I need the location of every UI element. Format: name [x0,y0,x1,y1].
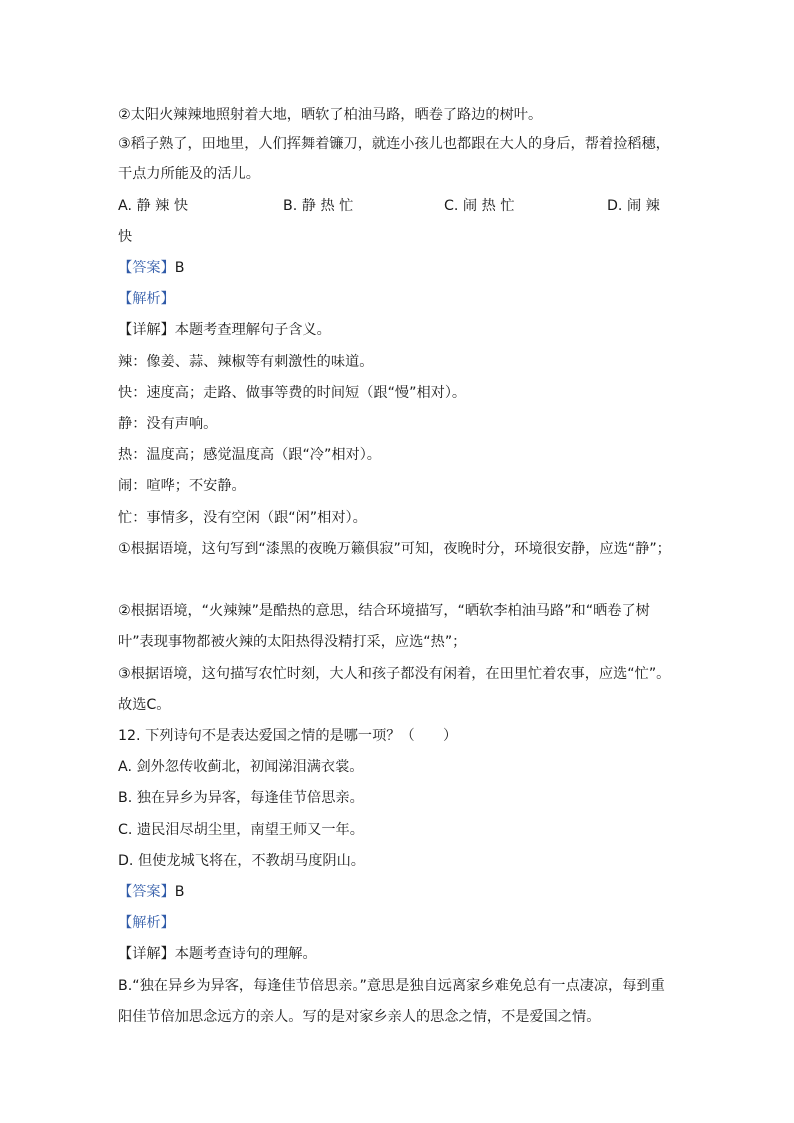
q11-option-b: B. 静 热 忙 [283,198,354,214]
q11-analysis [118,289,175,309]
answer-value: B [174,884,185,900]
q12-detail [118,944,317,964]
answer-value: B [174,260,185,276]
def-re: 热：温度高；感觉温度高（跟“冷”相对）。 [118,447,381,463]
q12-analysis [118,913,175,933]
q11-explain-2-cont: 叶”表现事物都被火辣的太阳热得没精打采，应选“热”； [118,634,467,650]
q12-explain-cont: 阳佳节倍加思念远方的亲人。写的是对家乡亲人的思念之情，不是爱国之情。 [118,1009,601,1025]
q11-sentence-3: ③稻子熟了，田地里，人们挥舞着镰刀，就连小孩儿也都跟在大人的身后，帮着捡稻穗， [118,136,670,152]
q11-sentence-3-cont: 干点力所能及的活儿。 [118,166,260,182]
q11-explain-1: ①根据语境，这句写到“漆黑的夜晚万籁俱寂”可知，夜晚时分，环境很安静，应选“静”； [118,541,671,557]
q11-option-d-cont: 快 [118,229,133,245]
q11-option-d: D. 闹 辣 [607,198,660,214]
q12-option-a: A. 剑外忽传收蓟北，初闻涕泪满衣裳。 [118,759,364,775]
q12-option-d: D. 但使龙城飞将在，不教胡马度阴山。 [118,853,365,869]
q11-sentence-2: ②太阳火辣辣地照射着大地，晒软了柏油马路，晒卷了路边的树叶。 [118,107,543,123]
analysis-tag: 【解析】 [118,915,175,931]
detail-text: 本题考查诗句的理解。 [174,946,317,962]
q12-option-c: C. 遗民泪尽胡尘里，南望王师又一年。 [118,822,364,838]
def-jing: 静：没有声响。 [118,416,218,432]
q12-question: 12. 下列诗句不是表达爱国之情的是哪一项？（ ） [118,728,458,744]
def-la: 辣：像姜、蒜、辣椒等有刺激性的味道。 [118,354,374,370]
def-nao: 闹：喧哗；不安静。 [118,478,246,494]
q12-option-b: B. 独在异乡为异客，每逢佳节倍思亲。 [118,790,364,806]
answer-tag: 【答案】 [118,884,175,900]
def-kuai: 快：速度高；走路、做事等费的时间短（跟“慢”相对）。 [118,385,467,401]
q11-explain-3: ③根据语境，这句描写农忙时刻，大人和孩子都没有闲着，在田里忙着农事，应选“忙”。 [118,666,671,682]
q11-option-a: A. 静 辣 快 [118,198,189,214]
analysis-tag: 【解析】 [118,291,175,307]
answer-tag: 【答案】 [118,260,175,276]
q11-options-row [118,196,678,216]
def-mang: 忙：事情多，没有空闲（跟“闲”相对）。 [118,510,367,526]
q12-explain: B.“独在异乡为异客，每逢佳节倍思亲。”意思是独自远离家乡难免总有一点凄凉，每到重 [118,978,665,994]
detail-tag: 【详解】 [118,322,175,338]
q11-conclusion: 故选C。 [118,697,171,713]
q11-detail [118,320,331,340]
q11-answer [118,258,185,278]
detail-tag: 【详解】 [118,946,175,962]
detail-text: 本题考查理解句子含义。 [174,322,331,338]
q12-answer [118,882,185,902]
q11-option-c: C. 闹 热 忙 [444,198,515,214]
q11-explain-2: ②根据语境，“火辣辣”是酷热的意思，结合环境描写，“晒软李柏油马路”和“晒卷了树 [118,603,650,619]
